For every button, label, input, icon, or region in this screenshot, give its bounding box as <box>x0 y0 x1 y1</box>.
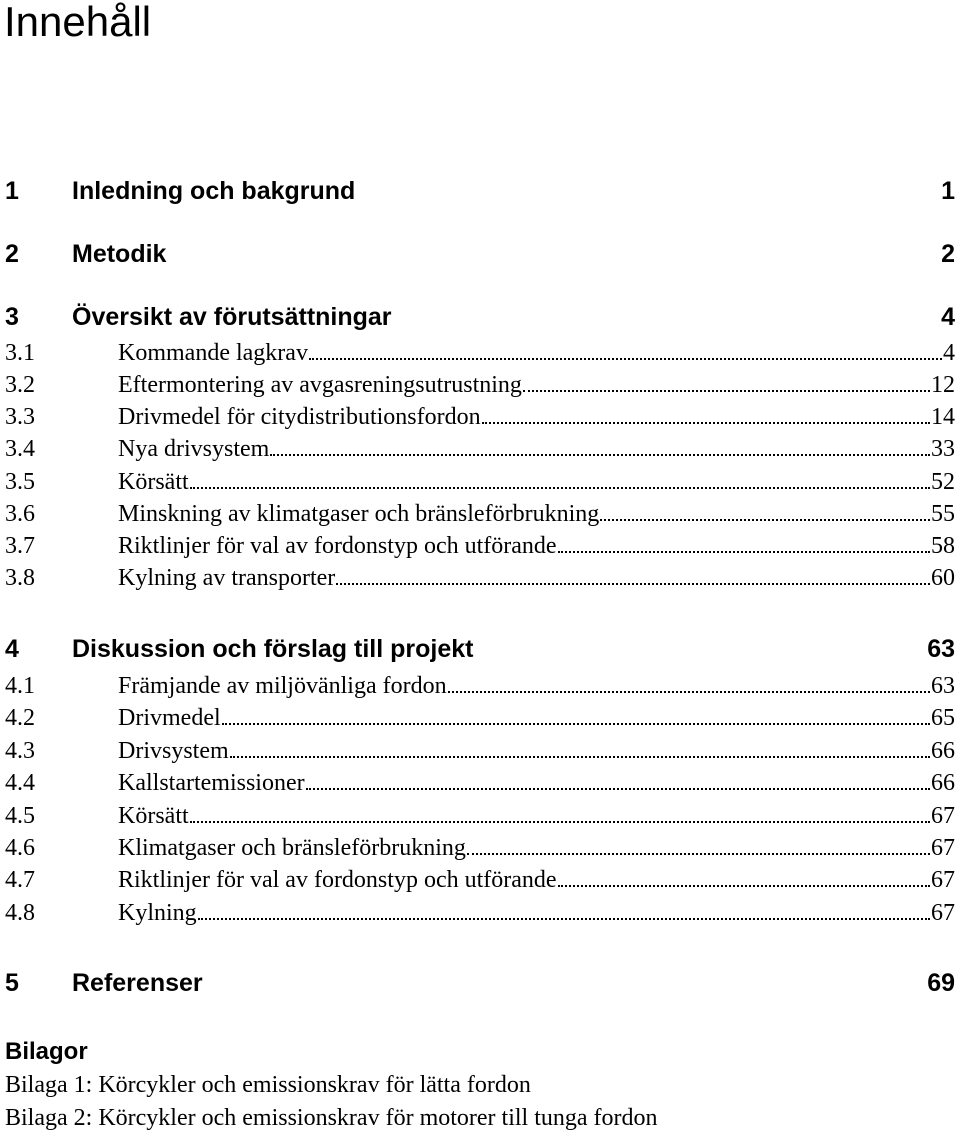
toc-chapter-3[interactable] <box>5 301 955 333</box>
dot-leader <box>222 723 930 725</box>
section-page-number: 14 <box>931 404 955 430</box>
toc-section-3-1[interactable] <box>5 337 955 369</box>
dot-leader <box>467 853 930 855</box>
chapter-page-number: 2 <box>941 240 955 268</box>
toc-section-4-6[interactable] <box>5 832 955 864</box>
chapter-page-number: 4 <box>941 303 955 331</box>
dot-leader <box>270 454 930 456</box>
dot-leader <box>448 691 930 693</box>
dot-leader <box>482 422 930 424</box>
section-page-number: 63 <box>931 673 955 699</box>
section-number: 4.1 <box>5 673 35 699</box>
dot-leader <box>230 756 930 758</box>
toc-section-4-1[interactable] <box>5 670 955 702</box>
toc-section-4-3[interactable] <box>5 735 955 767</box>
section-number: 3.1 <box>5 340 35 366</box>
section-page-number: 67 <box>931 900 955 926</box>
section-title: Körsätt <box>118 469 189 495</box>
dot-leader <box>523 390 930 392</box>
toc-section-3-6[interactable] <box>5 498 955 530</box>
section-number: 4.3 <box>5 738 35 764</box>
toc-section-4-5[interactable] <box>5 800 955 832</box>
section-title: Eftermontering av avgasreningsutrustning <box>118 372 522 398</box>
section-number: 4.5 <box>5 803 35 829</box>
chapter-page-number: 1 <box>941 177 955 205</box>
toc-chapter-5[interactable] <box>5 967 955 999</box>
section-title: Nya drivsystem <box>118 436 270 462</box>
chapter-number: 2 <box>5 240 19 268</box>
toc-section-4-7[interactable] <box>5 864 955 896</box>
section-title: Drivmedel för citydistributionsfordon <box>118 404 481 430</box>
dot-leader <box>306 788 930 790</box>
section-title: Kylning av transporter <box>118 565 336 591</box>
toc-section-4-2[interactable] <box>5 702 955 734</box>
toc-section-3-2[interactable] <box>5 369 955 401</box>
section-page-number: 66 <box>931 770 955 796</box>
section-page-number: 65 <box>931 705 955 731</box>
chapter-number: 5 <box>5 969 19 997</box>
section-number: 3.4 <box>5 436 35 462</box>
section-title: Främjande av miljövänliga fordon <box>118 673 447 699</box>
chapter-title: Översikt av förutsättningar <box>72 303 392 331</box>
dot-leader <box>309 358 942 360</box>
section-title: Riktlinjer för val av fordonstyp och utförande <box>118 533 557 559</box>
toc-chapter-1[interactable] <box>5 175 955 207</box>
section-number: 4.7 <box>5 867 35 893</box>
section-number: 3.3 <box>5 404 35 430</box>
section-title: Kylning <box>118 900 197 926</box>
section-title: Minskning av klimatgaser och bränsleförbrukning <box>118 501 600 527</box>
section-number: 4.4 <box>5 770 35 796</box>
appendix-item-2[interactable]: Bilaga 2: Körcykler och emissionskrav för motorer till tunga fordon <box>5 1105 658 1131</box>
section-page-number: 67 <box>931 803 955 829</box>
toc-section-3-4[interactable] <box>5 433 955 465</box>
chapter-number: 1 <box>5 177 19 205</box>
section-number: 3.6 <box>5 501 35 527</box>
appendix-item-1[interactable]: Bilaga 1: Körcykler och emissionskrav för lätta fordon <box>5 1072 531 1098</box>
section-title: Kallstartemissioner <box>118 770 305 796</box>
section-page-number: 67 <box>931 835 955 861</box>
section-title: Kommande lagkrav <box>118 340 308 366</box>
chapter-page-number: 63 <box>927 635 955 663</box>
appendix-heading: Bilagor <box>5 1038 88 1065</box>
section-page-number: 33 <box>931 436 955 462</box>
chapter-title: Referenser <box>72 969 203 997</box>
dot-leader <box>600 519 930 521</box>
section-page-number: 58 <box>931 533 955 559</box>
section-number: 3.7 <box>5 533 35 559</box>
section-page-number: 52 <box>931 469 955 495</box>
toc-section-4-8[interactable] <box>5 897 955 929</box>
dot-leader <box>198 918 930 920</box>
toc-chapter-2[interactable] <box>5 238 955 270</box>
toc-section-3-7[interactable] <box>5 530 955 562</box>
dot-leader <box>558 551 930 553</box>
dot-leader <box>190 821 930 823</box>
toc-section-4-4[interactable] <box>5 767 955 799</box>
section-number: 4.2 <box>5 705 35 731</box>
section-page-number: 12 <box>931 372 955 398</box>
dot-leader <box>336 583 930 585</box>
toc-section-3-3[interactable] <box>5 401 955 433</box>
chapter-number: 4 <box>5 635 19 663</box>
dot-leader <box>558 885 930 887</box>
section-title: Drivsystem <box>118 738 229 764</box>
section-title: Drivmedel <box>118 705 221 731</box>
chapter-page-number: 69 <box>927 969 955 997</box>
section-page-number: 66 <box>931 738 955 764</box>
section-number: 3.8 <box>5 565 35 591</box>
toc-section-3-5[interactable] <box>5 466 955 498</box>
section-title: Klimatgaser och bränsleförbrukning <box>118 835 466 861</box>
section-title: Körsätt <box>118 803 189 829</box>
toc-chapter-4[interactable] <box>5 633 955 665</box>
section-page-number: 4 <box>943 340 955 366</box>
section-number: 3.5 <box>5 469 35 495</box>
dot-leader <box>190 487 930 489</box>
page-title: Innehåll <box>4 0 152 45</box>
section-page-number: 55 <box>931 501 955 527</box>
toc-section-3-8[interactable] <box>5 562 955 594</box>
section-number: 4.8 <box>5 900 35 926</box>
chapter-title: Inledning och bakgrund <box>72 177 356 205</box>
section-number: 3.2 <box>5 372 35 398</box>
section-page-number: 60 <box>931 565 955 591</box>
section-title: Riktlinjer för val av fordonstyp och utförande <box>118 867 557 893</box>
chapter-number: 3 <box>5 303 19 331</box>
chapter-title: Diskussion och förslag till projekt <box>72 635 474 663</box>
section-page-number: 67 <box>931 867 955 893</box>
section-number: 4.6 <box>5 835 35 861</box>
chapter-title: Metodik <box>72 240 167 268</box>
